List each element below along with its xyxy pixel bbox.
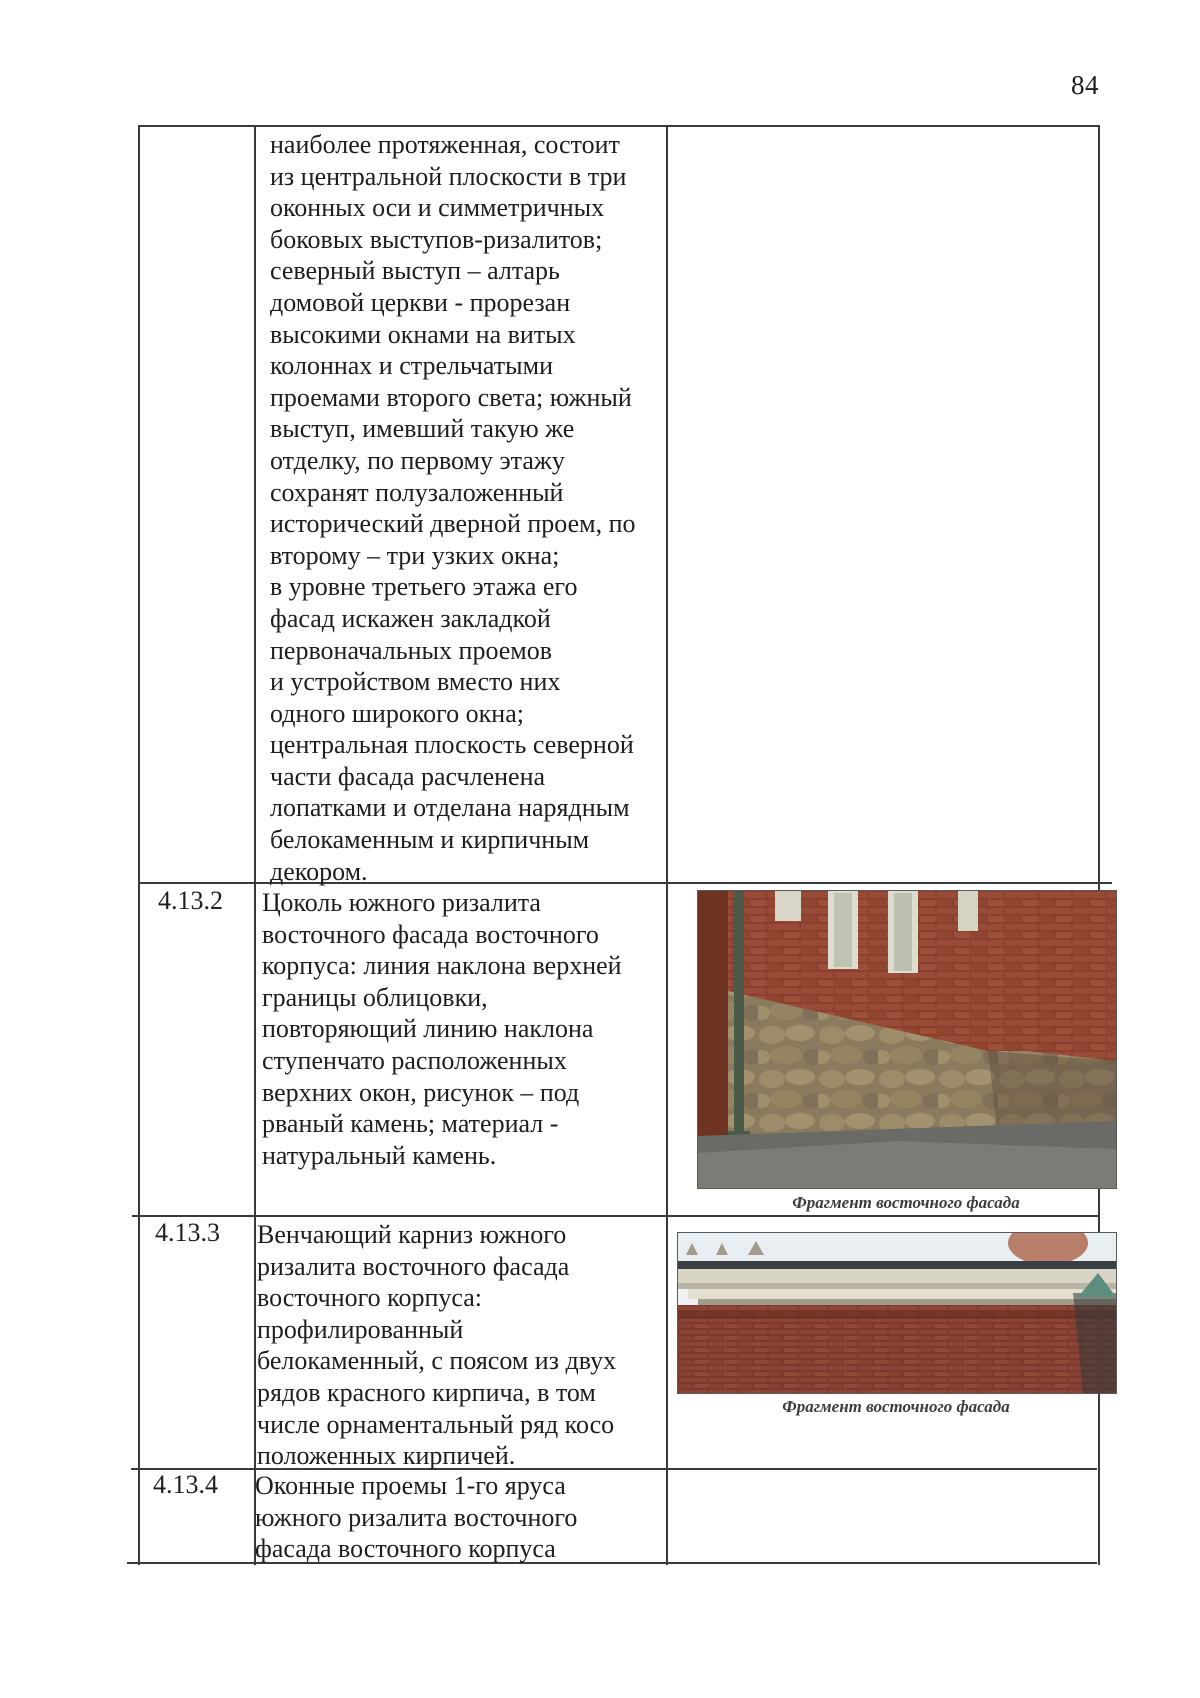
row-1-description: наиболее протяженная, состоит из центральной плоскости в три оконных оси и симметричных боковых выступов-ризалитов; северный выступ – алтарь домовой церкви - прорезан высокими окнами на витых колоннах и стрельчатыми проемами второго света; южный выступ, имевший такую же отделку, по первому этажу сохранят полузаложенный исторический дверной проем, по второму – три узких окна; в уровне третьего этажа его фасад искажен закладкой первоначальных проемов и устройством вместо них одного широкого окна; центральная плоскость северной части фасада расчленена лопатками и отделана нарядным белокаменным и кирпичным декором. [270, 130, 636, 886]
stone-plinth-photo-caption: Фрагмент восточного фасада [792, 1193, 1020, 1212]
table-rule-row3 [132, 1215, 1099, 1217]
row-2-number: 4.13.2 [158, 886, 223, 915]
table-rule-col1 [254, 125, 256, 1565]
row-3-description: Венчающий карниз южного ризалита восточного фасада восточного корпуса: профилированный белокаменный, с поясом из двух рядов красного кирпича, в том числе орнаментальный ряд косо положенных кирпичей. [257, 1220, 617, 1471]
cornice-photo-image [678, 1233, 1116, 1393]
cornice-photo-caption: Фрагмент восточного фасада [782, 1397, 1010, 1416]
table-rule-left [138, 125, 140, 1565]
cornice-photo [677, 1232, 1117, 1394]
table-rule-col2 [666, 125, 668, 1565]
row-4-number: 4.13.4 [153, 1470, 218, 1499]
row-3-number: 4.13.3 [155, 1218, 220, 1247]
stone-plinth-photo-image [698, 891, 1116, 1188]
page-number: 84 [1071, 70, 1099, 100]
row-2-description: Цоколь южного ризалита восточного фасада восточного корпуса: линия наклона верхней границы облицовки, повторяющий линию наклона ступенчато расположенных верхних окон, рисунок – под рваный камень; материал - натуральный камень. [262, 888, 622, 1170]
stone-plinth-photo [697, 890, 1117, 1189]
table-rule-top [138, 125, 1100, 127]
row-4-description: Оконные проемы 1-го яруса южного ризалита восточного фасада восточного корпуса [255, 1471, 578, 1564]
